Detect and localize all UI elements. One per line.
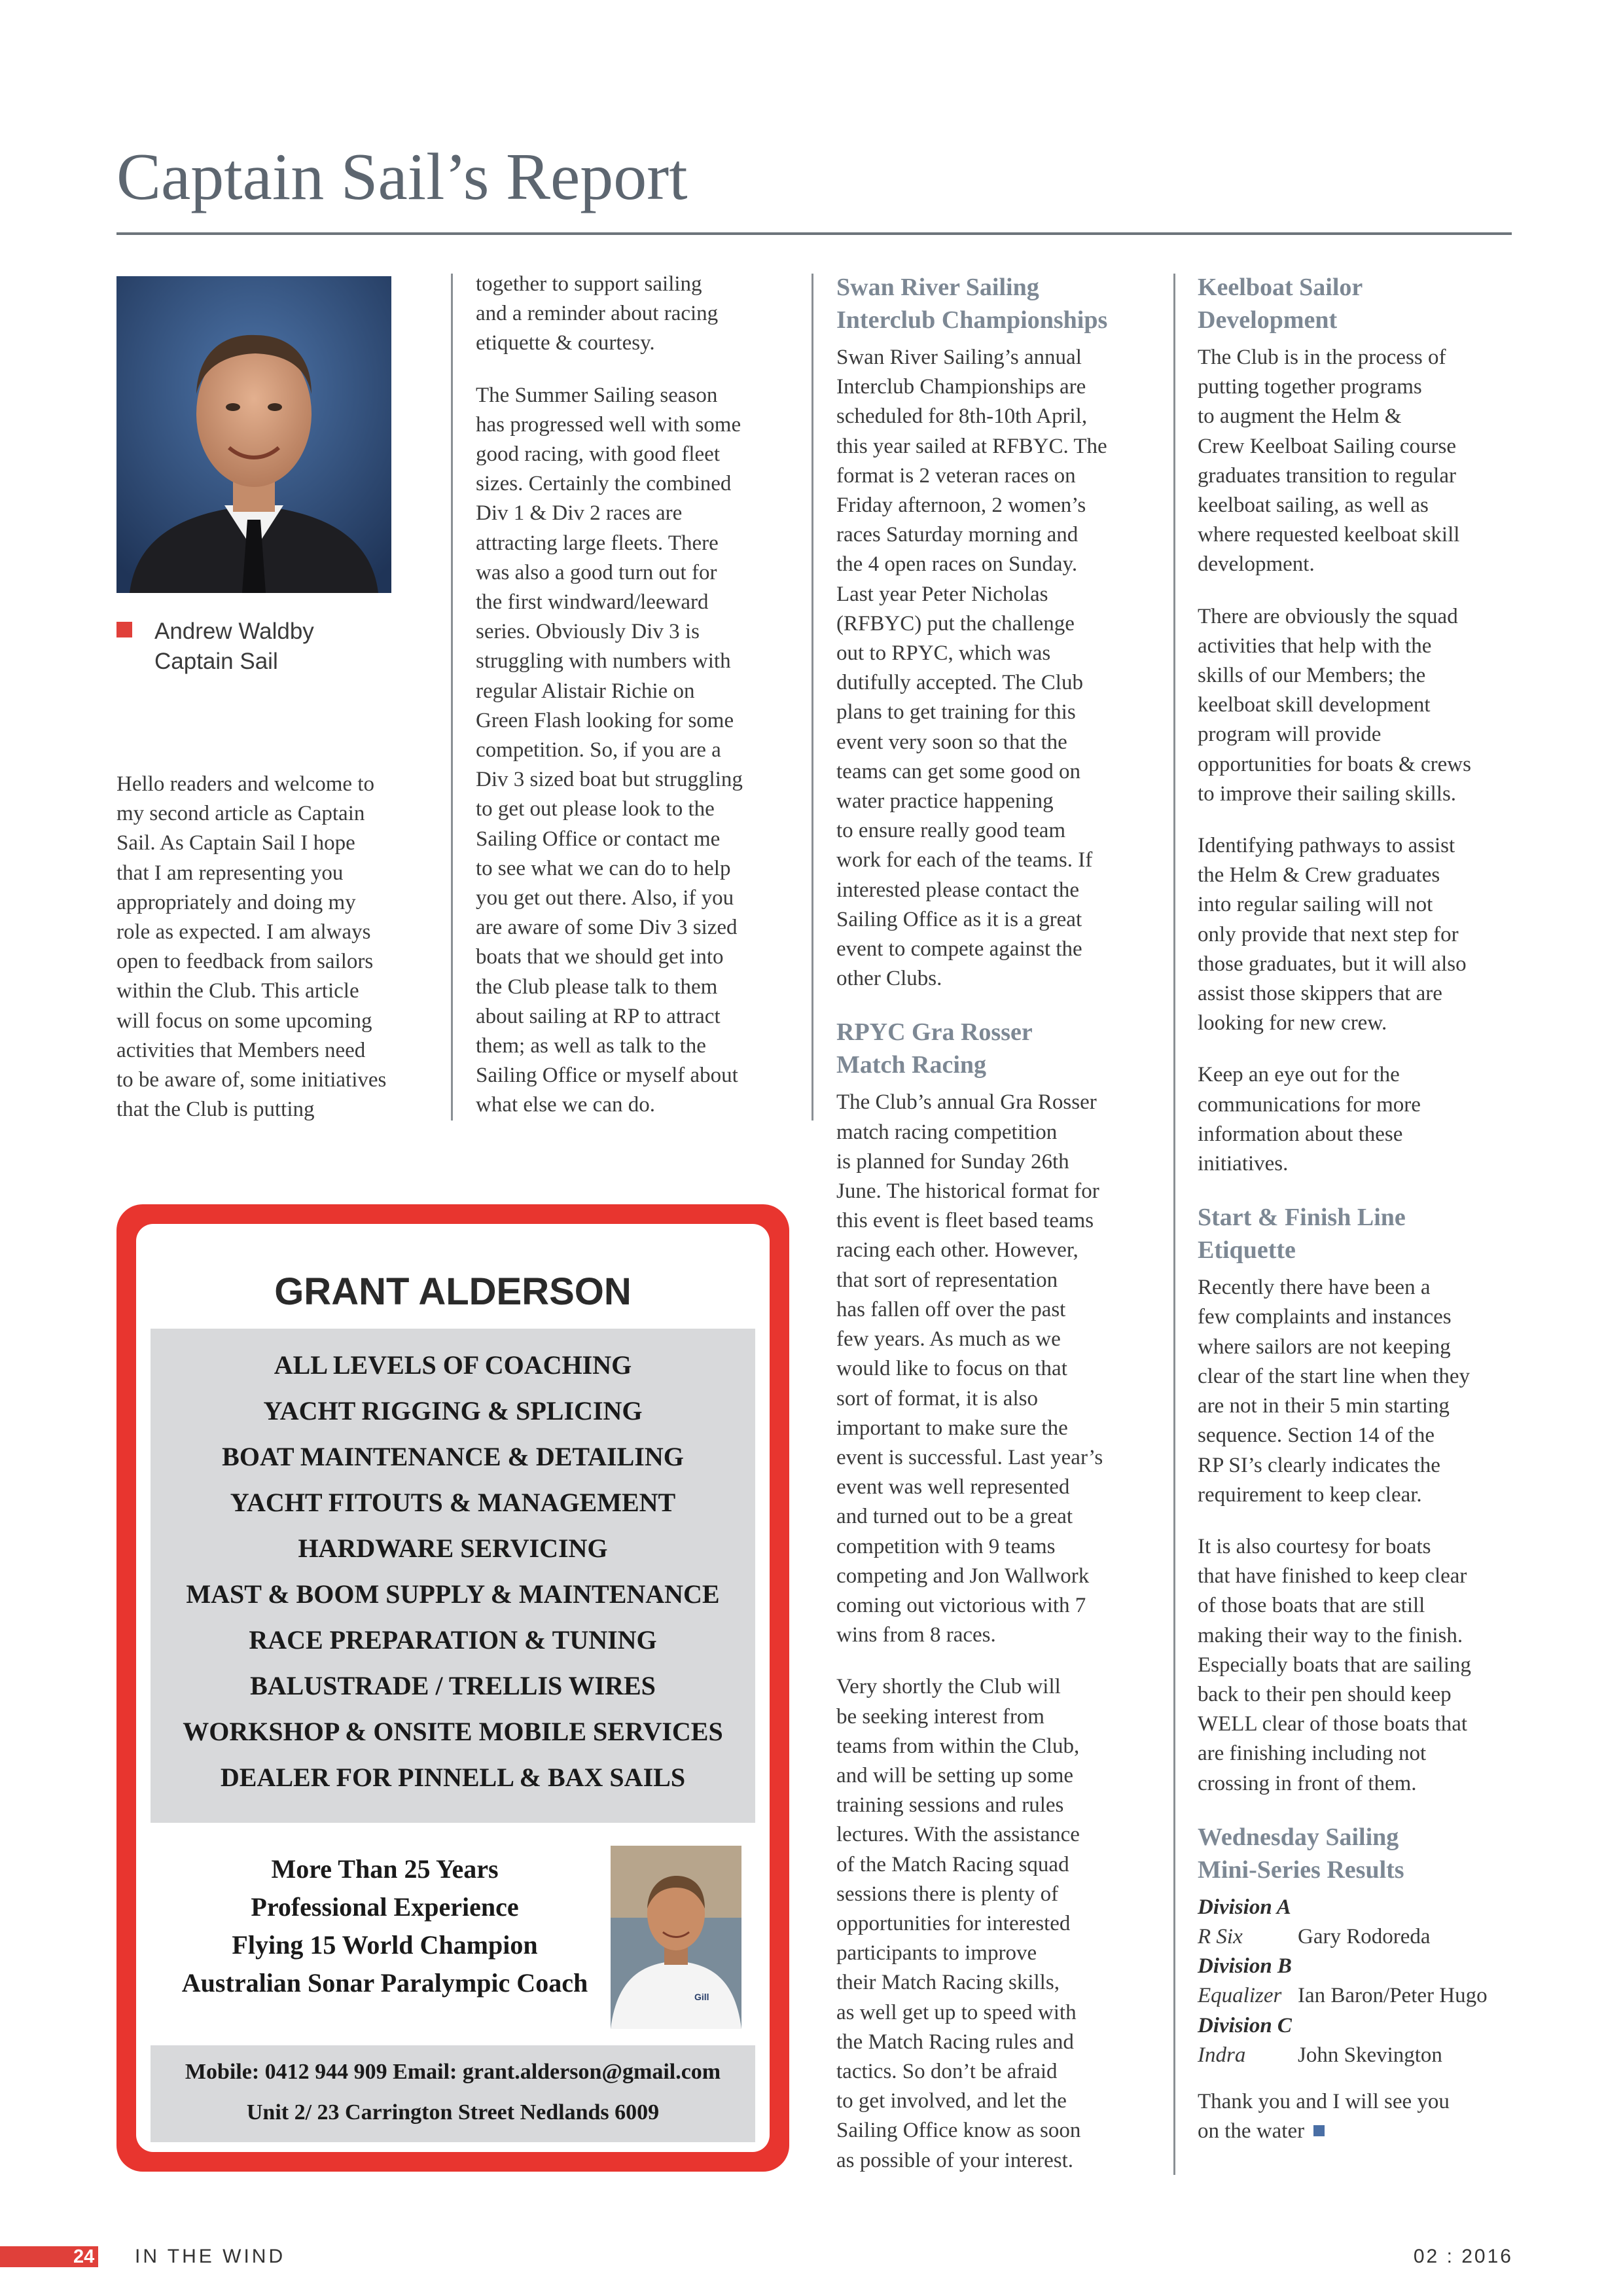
ad-contact-panel (151, 2045, 755, 2142)
publication-name: IN THE WIND (135, 2246, 286, 2267)
section-heading: Start & Finish Line Etiquette (1198, 1204, 1406, 1265)
author-photo (116, 276, 391, 593)
ad-service-item: YACHT FITOUTS & MANAGEMENT (230, 1488, 676, 1517)
ad-service-item: YACHT RIGGING & SPLICING (263, 1396, 643, 1426)
page-number: 24 (73, 2246, 95, 2267)
paragraph: Keep an eye out for the communications for more information about these initiatives. (1198, 1063, 1421, 1176)
ad-experience-line: More Than 25 Years (271, 1854, 499, 1884)
result-row (1198, 1922, 1525, 1952)
section-heading: Swan River Sailing Interclub Championships (836, 274, 1108, 334)
paragraph: Swan River Sailing’s annual Interclub Championships are scheduled for 8th-10th April, this year sailed at RFBYC. The format is 2 veteran races on Friday afternoon, 2 women’s races Saturday morning and the 4 open races on Sunday. Last year Peter Nicholas (RFBYC) put the challenge out to RPYC, which was dutifully accepted. The Club plans to get training for this event very soon so that the teams can get some good on water practice happening to ensure really good team work for each of the teams. If interested please contact the Sailing Office as it is a great event to compete against the other Clubs. (836, 346, 1107, 991)
column-divider (1173, 274, 1175, 2175)
ad-experience-line: Australian Sonar Paralympic Coach (181, 1968, 588, 1998)
intro-paragraph: Hello readers and welcome to my second article as Captain Sail. As Captain Sail I hope that I am representing you appropriately and doing my role as expected. I am always open to feedback from sailors within the Club. This article will focus on some upcoming activities that Members need to be aware of, some initiatives that the Club is putting (116, 772, 387, 1122)
ad-coach-photo (611, 1846, 741, 2029)
boat-name: Equalizer (1198, 1984, 1282, 2008)
ad-inner-panel (136, 1224, 770, 2152)
page-title: Captain Sail’s Report (116, 140, 688, 214)
ad-service-item: RACE PREPARATION & TUNING (249, 1625, 657, 1655)
ad-service-item: DEALER FOR PINNELL & BAX SAILS (220, 1763, 686, 1792)
column-2 (476, 270, 803, 1143)
paragraph: The Club’s annual Gra Rosser match racing competition is planned for Sunday 26th June. The historical format for this event is fleet based teams racing each other. However, that sort of representation has fallen off over the past few years. As much as we would like to focus on that sort of format, it is also important to make sure the event is successful. Last year’s event was well represented and turned out to be a great competition with 9 teams competing and Jon Wallwork coming out victorious with 7 wins from 8 races. (836, 1090, 1103, 1647)
ad-services-panel (151, 1329, 755, 1823)
ad-contact-line: Mobile: 0412 944 909 Email: grant.alderson@gmail.com (185, 2060, 721, 2084)
section-heading: RPYC Gra Rosser Match Racing (836, 1018, 1033, 1079)
ad-service-item: ALL LEVELS OF COACHING (274, 1350, 632, 1380)
boat-name: Indra (1198, 2043, 1246, 2067)
paragraph: together to support sailing and a reminder about racing etiquette & courtesy. (476, 272, 719, 355)
ad-service-item: MAST & BOOM SUPPLY & MAINTENANCE (186, 1579, 720, 1609)
paragraph: The Summer Sailing season has progressed well with some good racing, with good fleet sizes. Certainly the combined Div 1 & Div 2 races are attracting large fleets. There was also a good turn out for the first windward/leeward series. Obviously Div 3 is struggling with numbers with regular Alistair Richie on Green Flash looking for some competition. So, if you are a Div 3 sized boat but struggling to get out please look to the Sailing Office or contact me to see what we can do to help you get out there. Also, if you are aware of some Div 3 sized boats that we should get into the Club please talk to them about sailing at RP to attract them; as well as talk to the Sailing Office or myself about what else we can do. (476, 383, 743, 1117)
division-label: Division A (1198, 1895, 1291, 1919)
ad-business-name: GRANT ALDERSON (274, 1270, 632, 1313)
ad-service-item: WORKSHOP & ONSITE MOBILE SERVICES (183, 1717, 723, 1746)
boat-name: R Six (1198, 1924, 1243, 1948)
section-heading: Keelboat Sailor Development (1198, 274, 1363, 334)
ad-address-line: Unit 2/ 23 Carrington Street Nedlands 6009 (246, 2100, 660, 2125)
paragraph: Very shortly the Club will be seeking interest from teams from within the Club, and will be setting up some training sessions and rules lectures. With the assistance of the Match Racing squad sessions there is plenty of opportunities for interested participants to improve their Match Racing skills, as well get up to speed with the Match Racing rules and tactics. So don’t be afraid to get involved, and let the Sailing Office know as soon as possible of your interest. (836, 1675, 1081, 2172)
division-label: Division B (1198, 1954, 1292, 1979)
column-divider (812, 274, 813, 1121)
author-role: Captain Sail (154, 649, 278, 674)
ad-service-item: BALUSTRADE / TRELLIS WIRES (250, 1671, 656, 1700)
paragraph: The Club is in the process of putting together programs to augment the Helm & Crew Keelboat Sailing course graduates transition to regular keelboat sailing, as well as where requested keelboat skill development. (1198, 346, 1460, 577)
issue-number: 02 : 2016 (1413, 2246, 1513, 2267)
end-of-article-mark (1313, 2125, 1325, 2136)
column-divider (451, 274, 453, 1121)
ad-service-item: HARDWARE SERVICING (298, 1534, 608, 1563)
result-row (1198, 2041, 1525, 2070)
paragraph: Recently there have been a few complaints and instances where sailors are not keeping clear of the start line when they are not in their 5 min starting sequence. Section 14 of the RP SI’s clearly indicates the requirement to keep clear. (1198, 1276, 1470, 1507)
column-4 (1198, 271, 1525, 2168)
closing-paragraph (1198, 2087, 1525, 2146)
column-3 (836, 271, 1164, 2198)
division-label: Division C (1198, 2013, 1292, 2037)
column-1 (116, 770, 424, 1147)
closing-text: Thank you and I will see you on the water (1198, 2089, 1450, 2144)
caption-bullet (116, 622, 132, 637)
sailor-name: John Skevington (1298, 2043, 1442, 2067)
shirt-logo: Gill (694, 1992, 709, 2002)
results-list (1198, 1893, 1525, 2070)
paragraph: Identifying pathways to assist the Helm & Crew graduates into regular sailing will not only provide that next step for those graduates, but it will also assist those skippers that are looking for new crew. (1198, 834, 1467, 1035)
section-heading: Wednesday Sailing Mini-Series Results (1198, 1823, 1404, 1884)
paragraph: There are obviously the squad activities that help with the skills of our Members; the keelboat skill development program will provide opportunities for boats & crews to improve their sailing skills. (1198, 604, 1471, 806)
advertisement (116, 1204, 789, 2172)
author-name: Andrew Waldby (154, 619, 314, 644)
ad-experience-line: Flying 15 World Champion (232, 1930, 538, 1960)
sailor-name: Gary Rodoreda (1298, 1924, 1431, 1948)
paragraph: It is also courtesy for boats that have finished to keep clear of those boats that are still making their way to the finish. Especially boats that are sailing back to their pen should keep WELL clear of those boats that are finishing including not crossing in front of them. (1198, 1534, 1471, 1795)
result-row (1198, 1981, 1525, 2011)
ad-experience-line: Professional Experience (251, 1892, 519, 1922)
title-rule (116, 232, 1512, 235)
ad-service-item: BOAT MAINTENANCE & DETAILING (222, 1442, 684, 1471)
sailor-name: Ian Baron/Peter Hugo (1298, 1984, 1488, 2008)
